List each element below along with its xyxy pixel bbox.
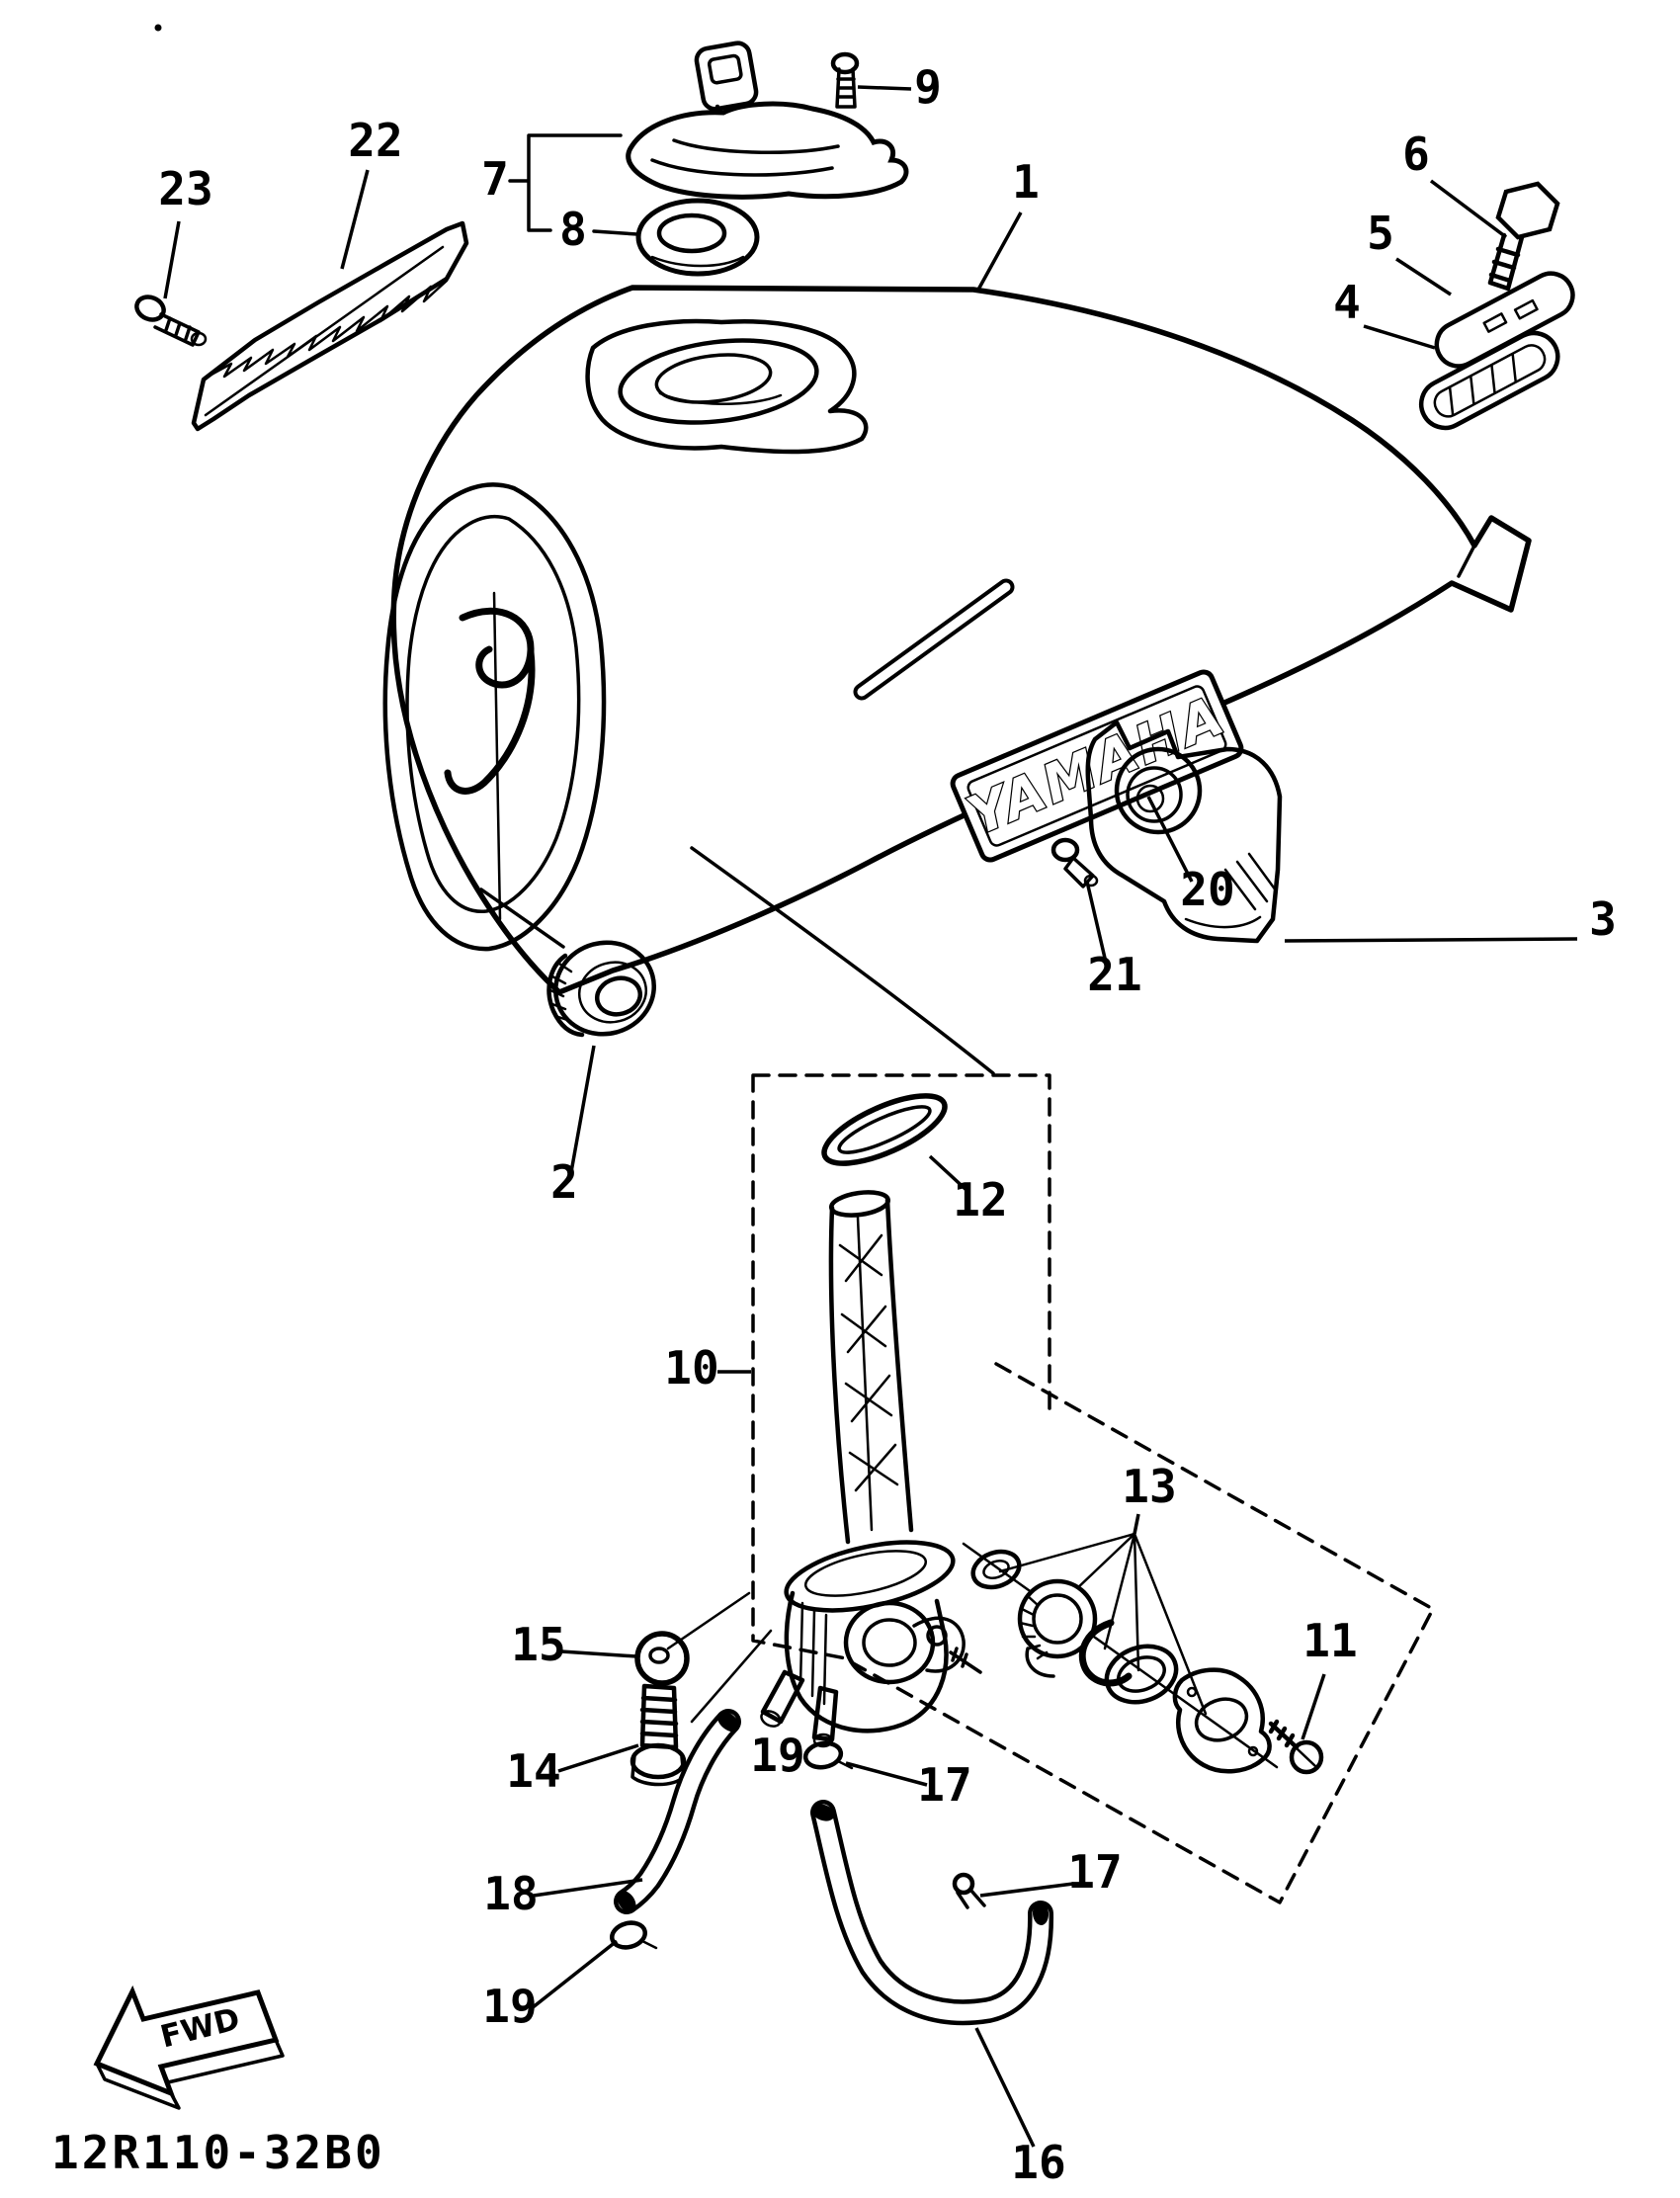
clamp19L-tail — [642, 1941, 656, 1948]
print-dot — [155, 25, 162, 32]
part-label-17: 17 — [1067, 1845, 1123, 1899]
cap-key — [695, 42, 758, 111]
part-label-1: 1 — [1012, 155, 1040, 209]
part-label-13: 13 — [1122, 1460, 1177, 1513]
leader-16 — [976, 2028, 1034, 2147]
bolt14-shaft — [642, 1686, 676, 1747]
leader-23 — [165, 221, 179, 298]
cap-screw-9 — [833, 54, 857, 107]
fuel-hose-16 — [809, 1801, 1050, 2012]
part-label-9: 9 — [914, 60, 942, 114]
leader-14 — [558, 1745, 638, 1771]
screw9-shaft — [837, 69, 855, 107]
part-label-11: 11 — [1302, 1614, 1358, 1667]
filler-neck-outer — [616, 330, 821, 433]
emblem-screw-21 — [1053, 840, 1097, 887]
part-label-7: 7 — [481, 152, 509, 206]
part-label-22: 22 — [348, 114, 403, 167]
hose16-core — [823, 1813, 1041, 2012]
part-label-20: 20 — [1180, 863, 1235, 916]
cap-gasket — [638, 201, 757, 274]
callout-layer — [158, 60, 1617, 2189]
oring12-outer — [815, 1082, 953, 1177]
leader-17 — [846, 1763, 927, 1785]
cap-dome — [629, 104, 906, 197]
part-label-5: 5 — [1367, 207, 1394, 260]
petcock-assembly-leaders — [668, 1593, 771, 1722]
bolt6-shaft — [1490, 235, 1522, 289]
fwd-arrow — [97, 1991, 283, 2108]
part-code: 12R110-32B0 — [51, 2126, 385, 2179]
screw23-head — [133, 294, 167, 324]
mount-bolt-14 — [632, 1686, 684, 1785]
part-label-3: 3 — [1589, 892, 1617, 946]
part-label-18: 18 — [483, 1867, 539, 1920]
part-label-15: 15 — [511, 1618, 566, 1671]
leader-13 — [1134, 1514, 1138, 1534]
part-label-10: 10 — [664, 1341, 719, 1395]
part-label-14: 14 — [506, 1744, 561, 1798]
part-label-17: 17 — [917, 1758, 972, 1812]
emblem-text: YAMAHA — [959, 683, 1235, 848]
grille-screw-23 — [133, 294, 206, 345]
recess-seam — [494, 593, 500, 919]
leader-5 — [1396, 259, 1451, 295]
screw11-shaft — [1271, 1722, 1297, 1747]
mount-grommet-2 — [481, 889, 664, 1045]
fuel-hose-18 — [614, 1708, 744, 1916]
part-label-8: 8 — [559, 203, 587, 256]
knee-recess-inner — [407, 517, 579, 912]
clamp19R-ring — [803, 1740, 843, 1770]
petcock-small-screw — [951, 1648, 980, 1672]
filter-mesh — [840, 1218, 897, 1530]
construction-boxes — [753, 1075, 1433, 1902]
washer15-hole — [650, 1648, 668, 1662]
recess-scroll-tail — [448, 652, 532, 791]
part-label-19: 19 — [482, 1980, 538, 2033]
tank-emblem-20 — [950, 669, 1243, 863]
petcock-dial-inner — [864, 1620, 915, 1665]
leader-19 — [532, 1941, 617, 2008]
petcock-screw-11 — [1271, 1722, 1321, 1772]
leader-2 — [571, 1046, 594, 1172]
screw11-slot — [1298, 1749, 1315, 1766]
petcock-oring-12 — [815, 1082, 953, 1177]
part-label-21: 21 — [1087, 948, 1142, 1001]
tank-tab-line — [1459, 546, 1474, 576]
fuel-tank — [385, 288, 1529, 1073]
tank-to-petcock-line — [692, 848, 993, 1073]
hose-clamp-19-left — [609, 1919, 656, 1951]
gasket-hole-a — [1188, 1688, 1196, 1696]
fwd-label: FWD — [156, 2001, 244, 2056]
washer15-ring — [637, 1634, 687, 1683]
grille-inner-line — [206, 247, 443, 415]
petcock-dial-outer — [846, 1603, 933, 1682]
key-head — [695, 42, 758, 111]
part-label-19: 19 — [750, 1729, 805, 1782]
part-label-2: 2 — [550, 1155, 578, 1209]
leader-17 — [980, 1884, 1073, 1896]
leader-6 — [1431, 181, 1506, 237]
trim-strip-core — [862, 587, 1006, 692]
plate5-slot-a — [1484, 313, 1506, 331]
hose-clip-17-low — [955, 1875, 984, 1907]
bolt14-head — [632, 1745, 684, 1777]
clamp19L-ring — [609, 1919, 647, 1951]
filter-top — [830, 1189, 889, 1219]
bolt14-head-side — [632, 1755, 684, 1785]
gasket-outer — [638, 201, 757, 274]
leader-11 — [1302, 1674, 1324, 1739]
leader-1 — [978, 212, 1021, 290]
leader-9 — [858, 87, 911, 89]
repair-kit-13 — [964, 1534, 1277, 1771]
washer-15 — [637, 1634, 687, 1683]
part-label-16: 16 — [1011, 2136, 1066, 2189]
part-label-23: 23 — [158, 162, 213, 215]
part-label-6: 6 — [1402, 127, 1430, 181]
leader-4 — [1364, 326, 1435, 348]
petcock-outlet-a — [763, 1672, 802, 1722]
hose-clamp-19-right — [803, 1740, 852, 1770]
leader-15 — [561, 1651, 636, 1656]
leader-3 — [1285, 939, 1577, 941]
leader-22 — [342, 170, 368, 269]
filler-neck-inner — [654, 349, 774, 408]
side-grille-22 — [194, 223, 466, 429]
part-label-12: 12 — [953, 1173, 1008, 1226]
gasket-plate-outline — [1175, 1670, 1270, 1772]
plate5-slot-b — [1515, 300, 1537, 318]
kit-gasket-plate — [1175, 1670, 1270, 1772]
oring12-inner — [834, 1099, 934, 1161]
knee-recess-outer — [385, 484, 604, 949]
part-label-4: 4 — [1333, 276, 1361, 329]
filler-arc — [660, 393, 781, 404]
fuel-petcock-10 — [668, 1082, 980, 1746]
bolt6-head — [1498, 184, 1557, 237]
